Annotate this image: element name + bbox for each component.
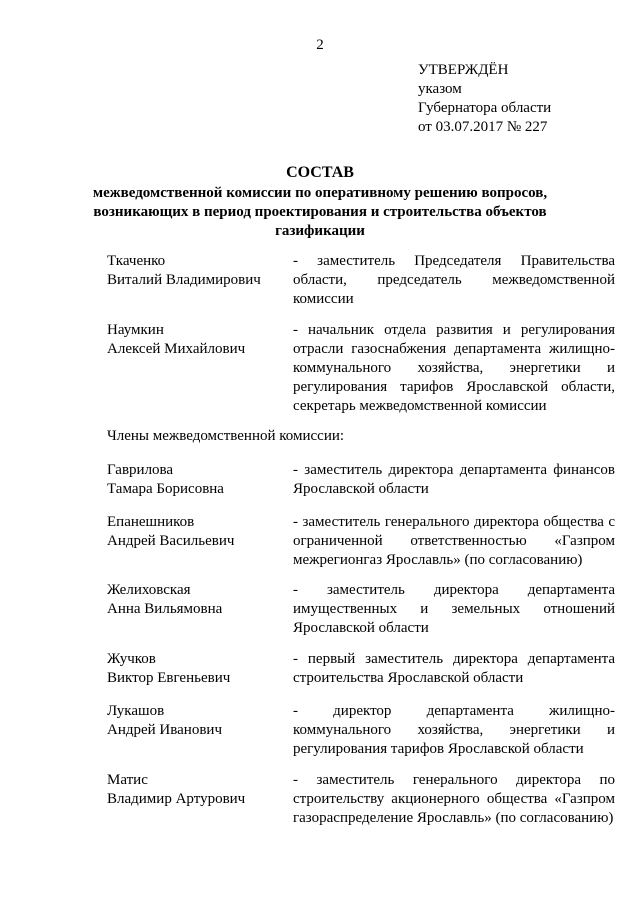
- person-given-name: Андрей Иванович: [107, 722, 222, 738]
- document-title-block: [0, 163, 640, 241]
- person-given-name: Виталий Владимирович: [107, 272, 261, 288]
- person-role: - первый заместитель директора департамента строительства Ярославской области: [293, 651, 615, 686]
- person-surname: Жучков: [107, 651, 156, 667]
- person-surname: Лукашов: [107, 703, 165, 719]
- person-name: [107, 581, 287, 619]
- document-title: СОСТАВ: [286, 164, 354, 181]
- person-name: [107, 461, 287, 499]
- person-surname: Епанешников: [107, 514, 195, 530]
- person-surname: Ткаченко: [107, 253, 166, 269]
- approval-line-approved: УТВЕРЖДЁН: [418, 62, 509, 78]
- person-given-name: Алексей Михайлович: [107, 341, 246, 357]
- approval-line-governor: Губернатора области: [418, 100, 552, 116]
- approval-stamp: [418, 61, 628, 137]
- person-name: [107, 513, 287, 551]
- person-given-name: Владимир Артурович: [107, 791, 246, 807]
- approval-line-decree: указом: [418, 81, 462, 97]
- page-number: 2: [316, 37, 324, 53]
- person-given-name: Андрей Васильевич: [107, 533, 235, 549]
- person-role: - заместитель директора департамента финансов Ярославской области: [293, 462, 615, 497]
- person-role: - директор департамента жилищно-коммунального хозяйства, энергетики и регулирования тарифов Ярославской области: [293, 703, 615, 757]
- person-name: [107, 702, 287, 740]
- person-surname: Гаврилова: [107, 462, 174, 478]
- person-surname: Наумкин: [107, 322, 164, 338]
- person-given-name: Тамара Борисовна: [107, 481, 224, 497]
- person-name: [107, 771, 287, 809]
- approval-line-date: от 03.07.2017 № 227: [418, 119, 548, 135]
- person-name: [107, 321, 287, 359]
- person-name: [107, 252, 287, 290]
- document-subtitle: межведомственной комиссии по оперативному решению вопросов, возникающих в период проектирования и строительства объектов газификации: [92, 185, 548, 239]
- person-role: - заместитель директора департамента имущественных и земельных отношений Ярославской области: [293, 582, 615, 636]
- members-label: Члены межведомственной комиссии:: [107, 428, 345, 444]
- person-surname: Матис: [107, 772, 148, 788]
- person-surname: Желиховская: [107, 582, 191, 598]
- person-given-name: Анна Вильямовна: [107, 601, 223, 617]
- person-role: - заместитель генерального директора по строительству акционерного общества «Газпром газораспределение Ярославль» (по согласованию): [293, 772, 615, 826]
- person-role: - заместитель Председателя Правительства области, председатель межведомственной комиссии: [293, 253, 615, 307]
- person-name: [107, 650, 287, 688]
- person-given-name: Виктор Евгеньевич: [107, 670, 231, 686]
- person-role: - заместитель генерального директора общества с ограниченной ответственностью «Газпром межрегионгаз Ярославль» (по согласованию): [293, 514, 615, 568]
- person-role: - начальник отдела развития и регулирования отрасли газоснабжения департамента жилищно-коммунального хозяйства, энергетики и регулирования тарифов Ярославской области, секретарь межведомственной комиссии: [293, 322, 615, 414]
